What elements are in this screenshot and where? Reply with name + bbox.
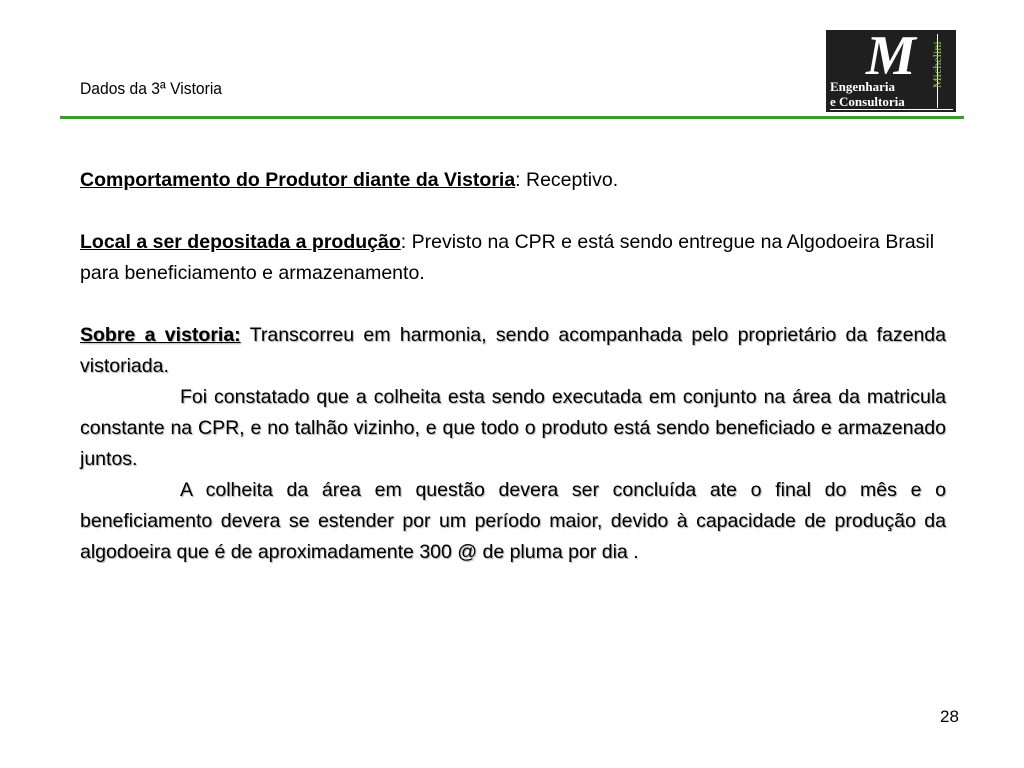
deposit-location-text: : Previsto na CPR e está sendo entregue na Algodoeira Brasil para beneficiamento e armazenamento.: [80, 231, 935, 284]
logo-line-1: Engenharia: [830, 79, 896, 94]
logo-side-text: Michelini: [930, 41, 944, 88]
company-logo: [826, 25, 956, 112]
page-number: 28: [940, 707, 959, 726]
deposit-location-label: Local a ser depositada a produção: [80, 231, 401, 253]
slide-title: Dados da 3ª Vistoria: [80, 79, 223, 98]
about-inspection-text: Transcorreu em harmonia, sendo acompanhada pelo proprietário da fazenda vistoriada.: [80, 324, 946, 377]
about-inspection-label: Sobre a vistoria:: [80, 324, 241, 346]
harvest-paragraph: A colheita da área em questão devera ser concluída ate o final do mês e o beneficiamento devera se estender por um período maior, devido à capacidade de produção da algodoeira que é de aproximadamente 300 @ de pluma por dia .: [80, 479, 946, 563]
header-divider: [60, 116, 964, 119]
about-inspection-paragraph: [80, 320, 946, 382]
logo-line-2: e Consultoria: [830, 94, 905, 109]
deposit-location-paragraph: [80, 227, 946, 289]
slide-body: [80, 165, 946, 568]
producer-behavior-label: Comportamento do Produtor diante da Vistoria: [80, 169, 516, 191]
findings-paragraph: Foi constatado que a colheita esta sendo executada em conjunto na área da matricula constante na CPR, e no talhão vizinho, e que todo o produto está sendo beneficiado e armazenado juntos.: [80, 386, 946, 470]
producer-behavior-text: : Receptivo.: [515, 169, 619, 191]
producer-behavior-paragraph: [80, 165, 946, 196]
logo-mark: M: [866, 25, 916, 87]
